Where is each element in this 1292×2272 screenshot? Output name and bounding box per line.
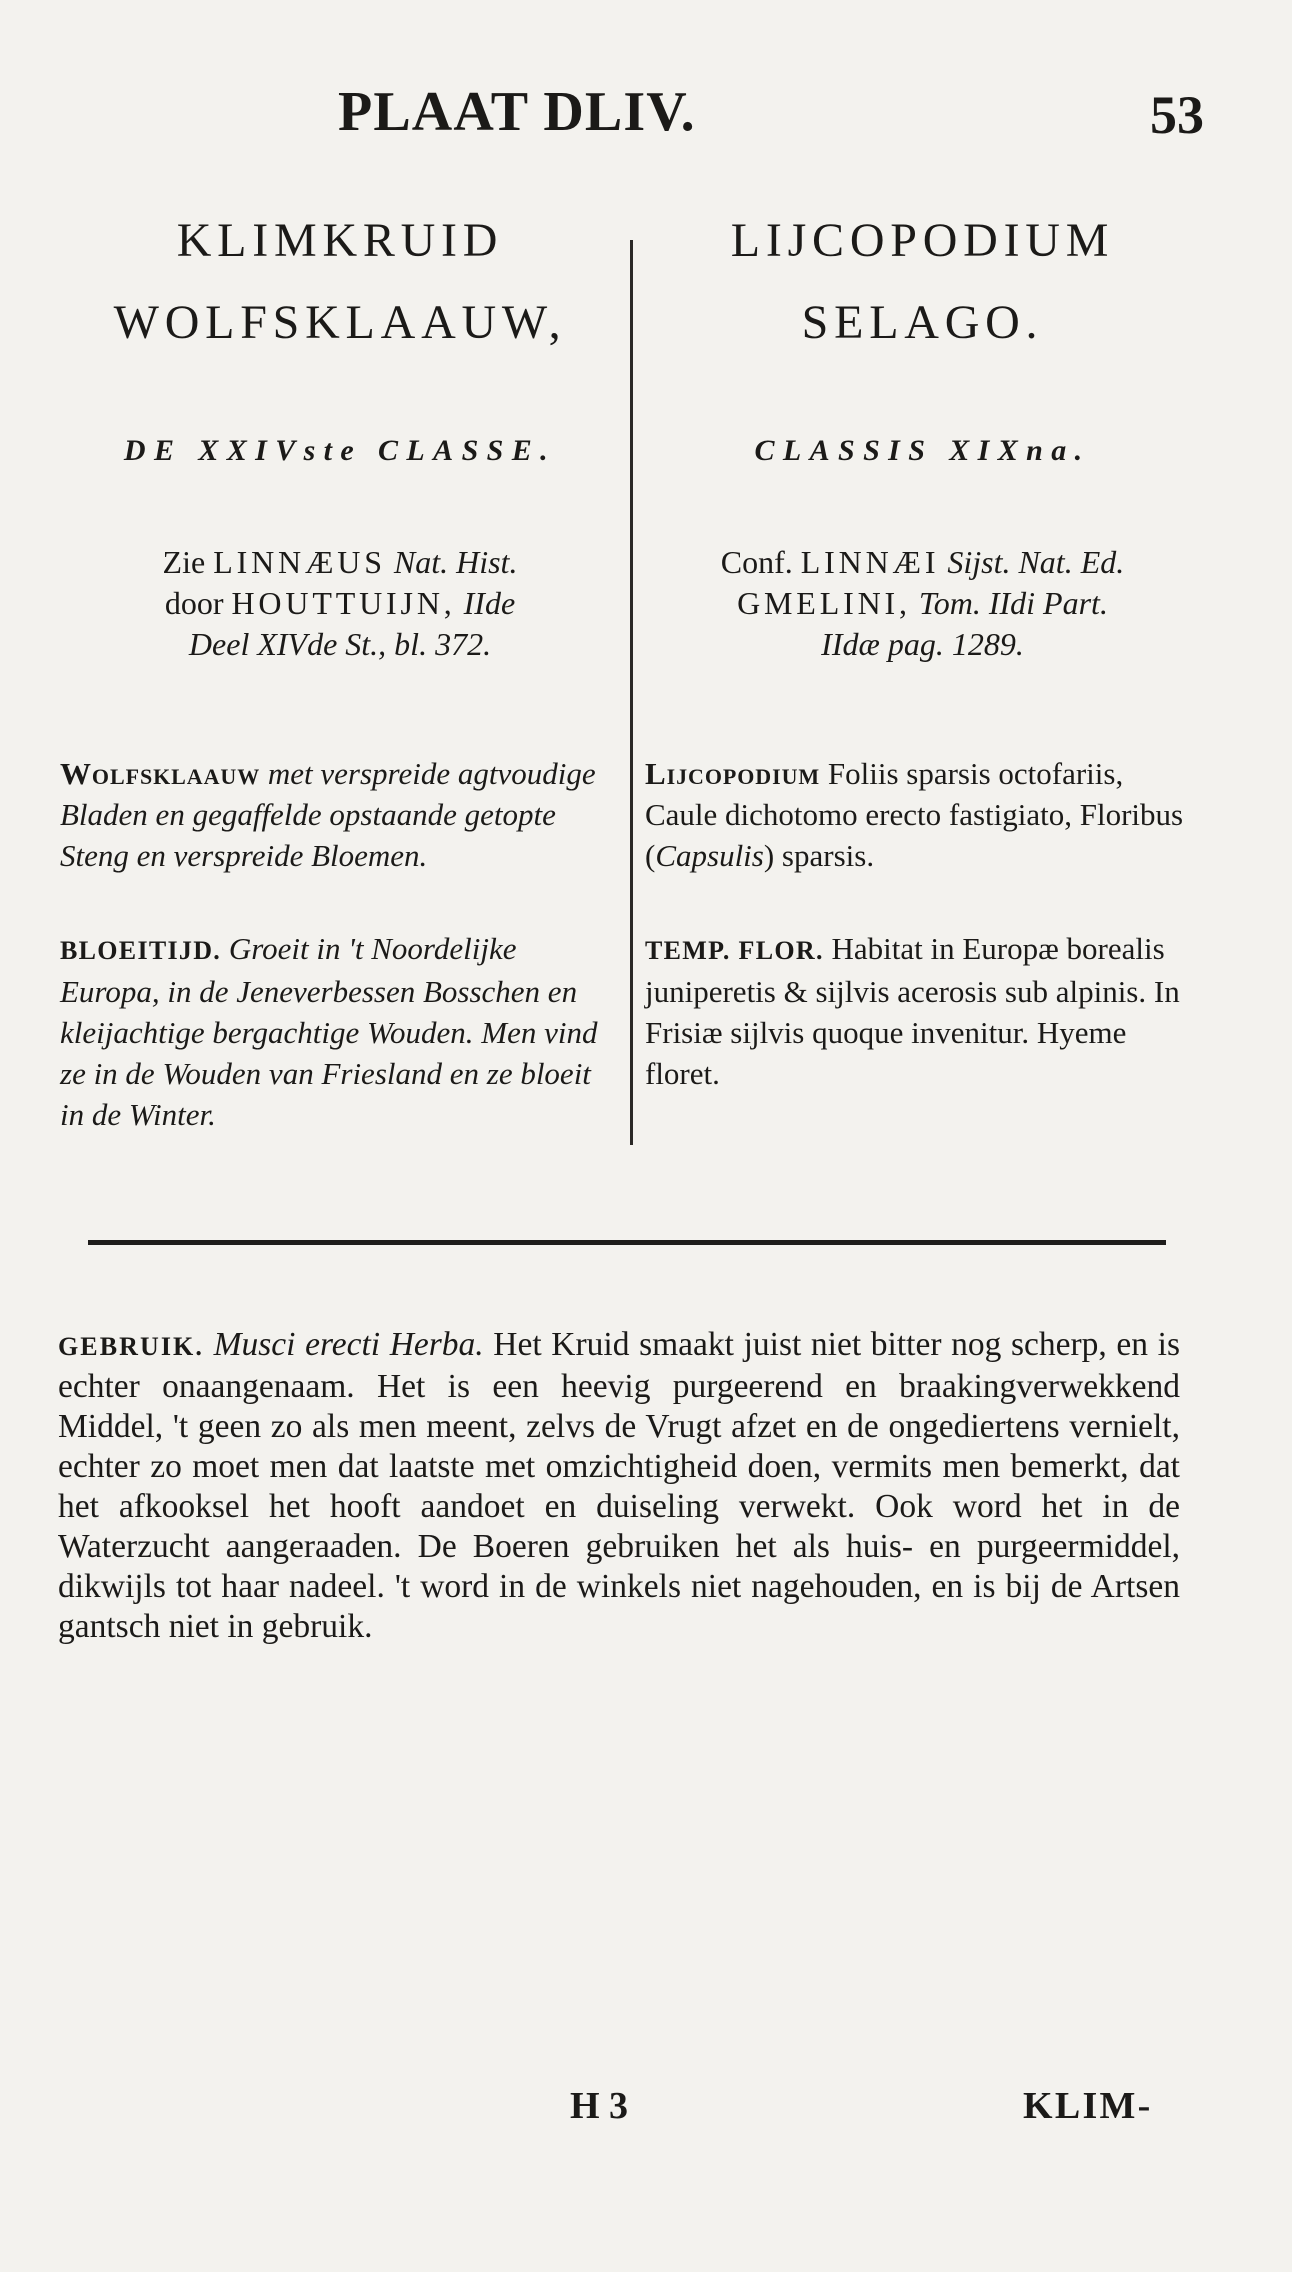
usage-lead: GEBRUIK. [58, 1332, 204, 1361]
plate-title: PLAAT DLIV. [338, 81, 696, 143]
usage-paragraph [58, 1325, 1180, 1647]
flowering-lead: BLOEITIJD. [60, 936, 222, 965]
dutch-flowering [60, 928, 620, 1135]
ref-author: LINNÆUS [213, 544, 386, 580]
desc-lead: Wolfsklaauw [60, 756, 261, 791]
dutch-description [60, 753, 620, 876]
flowering-lead: TEMP. FLOR. [645, 936, 824, 965]
desc-text: met verspreide agtvoudige Bladen en gegaffelde opstaande getopte Steng en verspreide Bloemen. [60, 756, 596, 873]
usage-text: Het Kruid smaakt juist niet bitter nog scherp, en is echter onaangenaam. Het is een heevig purgeerend en braakingverwekkend Middel, 't geen zo als men meent, zelvs de Vrugt afzet en de ongediertens vernielt, echter zo moet men dat laatste met omzichtigheid doen, vermits men bemerkt, dat het afkooksel het hooft aandoet en duiseling verwekt. Ook word het in de Waterzucht aangeraaden. De Boeren gebruiken het als huis- en purgeermiddel, dikwijls tot haar nadeel. 't word in de winkels niet nagehouden, en is bij de Artsen gantsch niet in gebruik. [58, 1326, 1180, 1645]
ref-volume: IIdæ pag. 1289. [821, 626, 1024, 662]
ref-author: LINNÆI [800, 544, 940, 580]
dutch-column [60, 200, 620, 1135]
latin-reference [645, 542, 1200, 665]
ref-work: Sijst. Nat. Ed. [939, 544, 1125, 580]
dutch-reference [60, 542, 620, 665]
signature-mark: H 3 [570, 2085, 629, 2127]
latin-column [645, 200, 1200, 1094]
desc-italic: Capsulis [655, 838, 764, 873]
latin-class: CLASSIS XIXna. [754, 434, 1091, 467]
flowering-text: Groeit in 't Noordelijke Europa, in de Jeneverbessen Bosschen en kleijachtige bergachtige Wouden. Men vind ze in de Wouden van Friesland en ze bloeit in de Winter. [60, 931, 598, 1132]
latin-heading-line2: SELAGO. [801, 296, 1044, 349]
dutch-heading-line1: KLIMKRUID [176, 214, 504, 267]
ref-work: Nat. Hist. [385, 544, 518, 580]
usage-herb: Musci erecti Herba. [203, 1326, 484, 1363]
section-rule [88, 1240, 1166, 1245]
ref-text: Zie [162, 544, 214, 580]
dutch-class: DE XXIVste CLASSE. [123, 434, 557, 467]
column-divider [630, 240, 633, 1145]
ref-work: Tom. IIdi Part. [910, 585, 1108, 621]
ref-text: door [164, 585, 232, 621]
ref-text: Conf. [720, 544, 801, 580]
ref-author: GMELINI, [737, 585, 911, 621]
ref-volume: Deel XIVde St., bl. 372. [188, 626, 492, 662]
dutch-heading-line2: WOLFSKLAAUW, [113, 296, 567, 349]
latin-description [645, 753, 1200, 876]
flowering-text: Habitat in Europæ borealis juniperetis & sijlvis acerosis sub alpinis. In Frisiæ sijlvis quoque invenitur. Hyeme floret. [645, 931, 1180, 1091]
latin-flowering [645, 928, 1200, 1094]
ref-work: IIde [455, 585, 516, 621]
latin-heading-line1: LIJCOPODIUM [730, 214, 1115, 267]
page-number: 53 [1150, 85, 1204, 145]
desc-lead: Lijcopodium [645, 756, 821, 791]
catchword: KLIM- [1023, 2085, 1153, 2127]
ref-author: HOUTTUIJN, [231, 585, 456, 621]
desc-text: Foliis sparsis octofariis, Caule dichotomo erecto fastigiato, Floribus ( [645, 756, 1184, 873]
desc-end: ) sparsis. [763, 838, 875, 873]
